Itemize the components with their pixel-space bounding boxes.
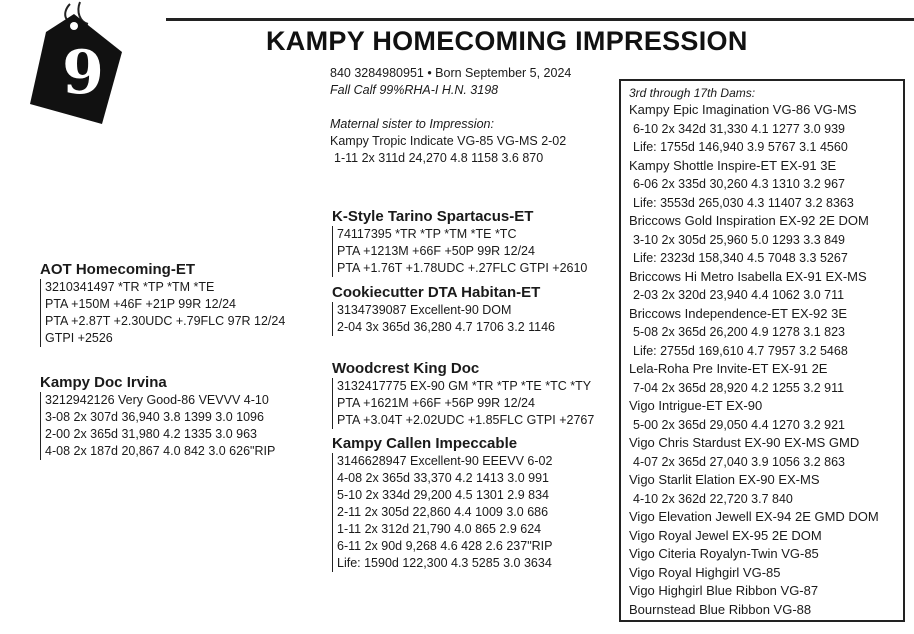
maternal-name: Kampy Tropic Indicate VG-85 VG-MS 2-02 <box>330 134 567 148</box>
dam-line: 3-08 2x 307d 36,940 3.8 1399 3.0 1096 <box>45 410 264 424</box>
maternal-granddam-line: 2-11 2x 305d 22,860 4.4 1009 3.0 686 <box>337 505 549 519</box>
paternal-granddam-details <box>332 302 555 336</box>
dam-entry-name: Vigo Intrigue-ET EX-90 <box>629 398 763 413</box>
maternal-grandsire-line: PTA +1621M +66F +56P 99R 12/24 <box>337 396 535 410</box>
maternal-granddam-block <box>332 434 552 572</box>
dam-entry-name: Vigo Starlit Elation EX-90 EX-MS <box>629 472 820 487</box>
maternal-granddam-line: 4-08 2x 365d 33,370 4.2 1413 3.0 991 <box>337 471 549 485</box>
subject-info <box>330 65 571 167</box>
sire-line: PTA +150M +46F +21P 99R 12/24 <box>45 297 236 311</box>
dam-entry-name: Briccows Hi Metro Isabella EX-91 EX-MS <box>629 268 867 284</box>
dam-details <box>40 392 275 460</box>
paternal-granddam-block <box>332 283 555 336</box>
dam-name: Kampy Doc Irvina <box>40 374 167 391</box>
maternal-granddam-line: 5-10 2x 334d 29,200 4.5 1301 2.9 834 <box>337 488 549 502</box>
paternal-grandsire-name: K-Style Tarino Spartacus-ET <box>332 208 534 225</box>
maternal-grandsire-block <box>332 359 594 429</box>
dam-entry-name: Kampy Shottle Inspire-ET EX-91 3E <box>629 157 837 173</box>
paternal-granddam-line: 3134739087 Excellent-90 DOM <box>337 303 512 317</box>
dam-entry-record: 5-00 2x 365d 29,050 4.4 1270 3.2 921 <box>633 417 845 432</box>
dam-block <box>40 373 275 460</box>
maternal-label: Maternal sister to Impression: <box>330 117 494 131</box>
top-rule <box>166 18 914 21</box>
sire-line: GTPI +2526 <box>45 331 113 345</box>
dam-entry-name: Vigo Elevation Jewell EX-94 2E GMD DOM <box>629 509 879 524</box>
maternal-granddam-line: 3146628947 Excellent-90 EEEVV 6-02 <box>337 454 553 468</box>
dam-entry-record: Life: 2323d 158,340 4.5 7048 3.3 5267 <box>633 251 848 265</box>
dam-entry-record: 2-03 2x 320d 23,940 4.4 1062 3.0 711 <box>633 288 845 302</box>
dams-box <box>619 79 905 622</box>
paternal-grandsire-line: PTA +1.76T +1.78UDC +.27FLC GTPI +2610 <box>337 261 588 275</box>
dam-entry-record: 6-06 2x 335d 30,260 4.3 1310 3.2 967 <box>633 177 845 191</box>
dam-entry-record: Life: 2755d 169,610 4.7 7957 3.2 5468 <box>633 343 848 358</box>
dam-entry-name: Kampy Epic Imagination VG-86 VG-MS <box>629 102 857 117</box>
class-line: Fall Calf 99%RHA-I H.N. 3198 <box>330 83 499 97</box>
dam-entry-name: Bournstead Blue Ribbon VG-88 <box>629 601 812 617</box>
dam-entry-record: 4-10 2x 362d 22,720 3.7 840 <box>633 491 793 506</box>
dam-entry-record: 6-10 2x 342d 31,330 4.1 1277 3.0 939 <box>633 121 845 136</box>
dam-entry-record: Life: 3553d 265,030 4.3 11407 3.2 8363 <box>633 195 854 210</box>
paternal-grandsire-block <box>332 207 587 277</box>
maternal-granddam-line: 6-11 2x 90d 9,268 4.6 428 2.6 237"RIP <box>337 539 553 553</box>
maternal-grandsire-name: Woodcrest King Doc <box>332 360 480 377</box>
sire-line: 3210341497 *TR *TP *TM *TE <box>45 280 215 294</box>
paternal-granddam-line: 2-04 3x 365d 36,280 4.7 1706 3.2 1146 <box>337 320 556 334</box>
maternal-grandsire-details <box>332 378 594 429</box>
maternal-granddam-name: Kampy Callen Impeccable <box>332 435 518 452</box>
dam-entry-record: 7-04 2x 365d 28,920 4.2 1255 3.2 911 <box>633 380 845 395</box>
sire-details <box>40 279 285 347</box>
sire-block <box>40 260 285 347</box>
dam-line: 4-08 2x 187d 20,867 4.0 842 3.0 626"RIP <box>45 444 276 458</box>
dam-entry-record: 4-07 2x 365d 27,040 3.9 1056 3.2 863 <box>633 454 845 469</box>
dam-entry-name: Briccows Gold Inspiration EX-92 2E DOM <box>629 213 869 228</box>
dam-entry-name: Vigo Citeria Royalyn-Twin VG-85 <box>629 546 819 561</box>
dams-heading: 3rd through 17th Dams: <box>629 86 756 100</box>
dam-entry-record: 3-10 2x 305d 25,960 5.0 1293 3.3 849 <box>633 232 845 247</box>
maternal-grandsire-line: 3132417775 EX-90 GM *TR *TP *TE *TC *TY <box>337 379 592 393</box>
maternal-granddam-details <box>332 453 552 572</box>
dam-entry-name: Vigo Highgirl Blue Ribbon VG-87 <box>629 583 819 598</box>
sire-name: AOT Homecoming-ET <box>40 261 196 278</box>
lot-tag <box>18 0 148 130</box>
dam-entry-name: Vigo Royal Jewel EX-95 2E DOM <box>629 527 822 543</box>
sire-line: PTA +2.87T +2.30UDC +.79FLC 97R 12/24 <box>45 314 286 328</box>
maternal-granddam-line: Life: 1590d 122,300 4.3 5285 3.0 3634 <box>337 556 552 570</box>
lot-number: 9 <box>62 38 104 108</box>
dam-line: 3212942126 Very Good-86 VEVVV 4-10 <box>45 393 269 407</box>
paternal-grandsire-line: PTA +1213M +66F +50P 99R 12/24 <box>337 244 535 258</box>
dam-entry-name: Vigo Royal Highgirl VG-85 <box>629 564 781 580</box>
registration-line: 840 3284980951 • Born September 5, 2024 <box>330 66 572 80</box>
paternal-granddam-name: Cookiecutter DTA Habitan-ET <box>332 284 541 301</box>
dam-entry-name: Lela-Roha Pre Invite-ET EX-91 2E <box>629 361 828 376</box>
maternal-record: 1-11 2x 311d 24,270 4.8 1158 3.6 870 <box>334 151 544 165</box>
page-title: KAMPY HOMECOMING IMPRESSION <box>266 26 748 56</box>
dam-entry-name: Vigo Chris Stardust EX-90 EX-MS GMD <box>629 435 860 450</box>
paternal-grandsire-line: 74117395 *TR *TP *TM *TE *TC <box>337 227 517 241</box>
dams-list <box>629 101 903 619</box>
paternal-grandsire-details <box>332 226 587 277</box>
dam-entry-record: Life: 1755d 146,940 3.9 5767 3.1 4560 <box>633 140 848 154</box>
dam-line: 2-00 2x 365d 31,980 4.2 1335 3.0 963 <box>45 427 257 441</box>
dam-entry-record: 5-08 2x 365d 26,200 4.9 1278 3.1 823 <box>633 325 845 339</box>
maternal-granddam-line: 1-11 2x 312d 21,790 4.0 865 2.9 624 <box>337 522 542 536</box>
maternal-grandsire-line: PTA +3.04T +2.02UDC +1.85FLC GTPI +2767 <box>337 413 595 427</box>
dam-entry-name: Briccows Independence-ET EX-92 3E <box>629 305 847 321</box>
